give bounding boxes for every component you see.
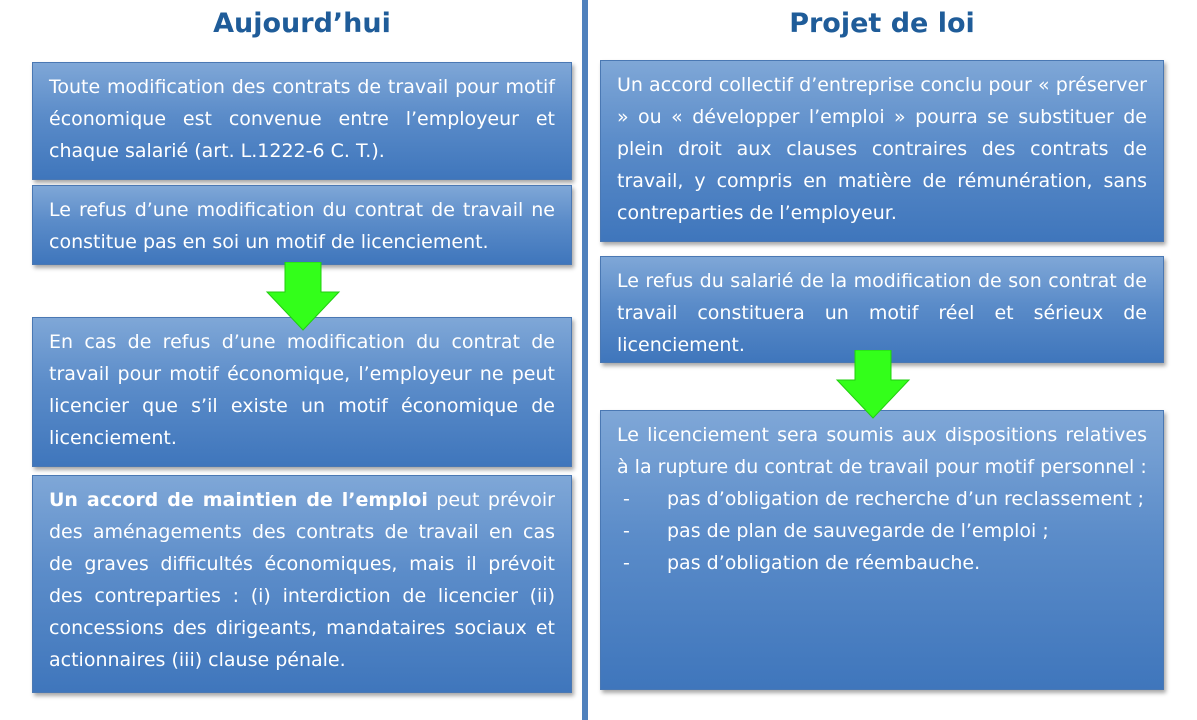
list-item bbox=[617, 515, 1147, 547]
right-box-collective-agreement bbox=[600, 60, 1164, 242]
list-item-text: pas de plan de sauvegarde de l’emploi ; bbox=[667, 520, 1049, 542]
list-item-text: pas d’obligation de recherche d’un reclassement ; bbox=[667, 488, 1145, 510]
arrow-down-icon bbox=[835, 350, 911, 420]
list-item bbox=[617, 483, 1147, 515]
list-item bbox=[617, 547, 1147, 579]
column-divider bbox=[582, 0, 588, 720]
left-box-4-bold: Un accord de maintien de l’emploi bbox=[49, 489, 428, 511]
right-box-employee-refusal bbox=[600, 256, 1164, 363]
left-column-title: Aujourd’hui bbox=[213, 8, 391, 39]
list-item-text: pas d’obligation de réembauche. bbox=[667, 552, 981, 574]
right-box-3-list bbox=[617, 483, 1147, 579]
left-box-employment-agreement bbox=[32, 475, 572, 693]
left-box-refusal bbox=[32, 185, 572, 265]
left-box-4-text bbox=[49, 484, 555, 676]
right-box-personal-dismissal bbox=[600, 410, 1164, 690]
left-box-4-rest: peut prévoir des aménagements des contrats de travail en cas de graves difficultés économiques, mais il prévoit des contreparties : (i) interdiction de licencier (ii) concessions des dirigeants, mandataires sociaux et actionnaires (iii) clause pénale. bbox=[49, 489, 555, 671]
list-bullet: - bbox=[623, 520, 630, 542]
right-box-1-text: Un accord collectif d’entreprise conclu pour « préserver » ou « développer l’emploi » pourra se substituer de plein droit aux clauses contraires des contrats de travail, y compris en matière de rémunération, sans contreparties de l’employeur. bbox=[617, 74, 1147, 224]
left-box-contract-modification bbox=[32, 62, 572, 180]
left-box-2-text: Le refus d’une modification du contrat de travail ne constitue pas en soi un motif de licenciement. bbox=[49, 199, 555, 253]
left-box-3-text: En cas de refus d’une modification du contrat de travail pour motif économique, l’employeur ne peut licencier que s’il existe un motif économique de licenciement. bbox=[49, 331, 555, 449]
list-bullet: - bbox=[623, 488, 630, 510]
right-box-2-text: Le refus du salarié de la modification de son contrat de travail constituera un motif réel et sérieux de licenciement. bbox=[617, 270, 1147, 356]
left-box-economic-dismissal bbox=[32, 317, 572, 467]
arrow-down-icon bbox=[265, 262, 341, 332]
list-bullet: - bbox=[623, 552, 630, 574]
right-box-3-intro: Le licenciement sera soumis aux dispositions relatives à la rupture du contrat de travail pour motif personnel : bbox=[617, 424, 1147, 478]
left-box-1-text: Toute modification des contrats de travail pour motif économique est convenue entre l’employeur et chaque salarié (art. L.1222-6 C. T.). bbox=[49, 76, 555, 162]
right-column-title: Projet de loi bbox=[789, 8, 975, 39]
